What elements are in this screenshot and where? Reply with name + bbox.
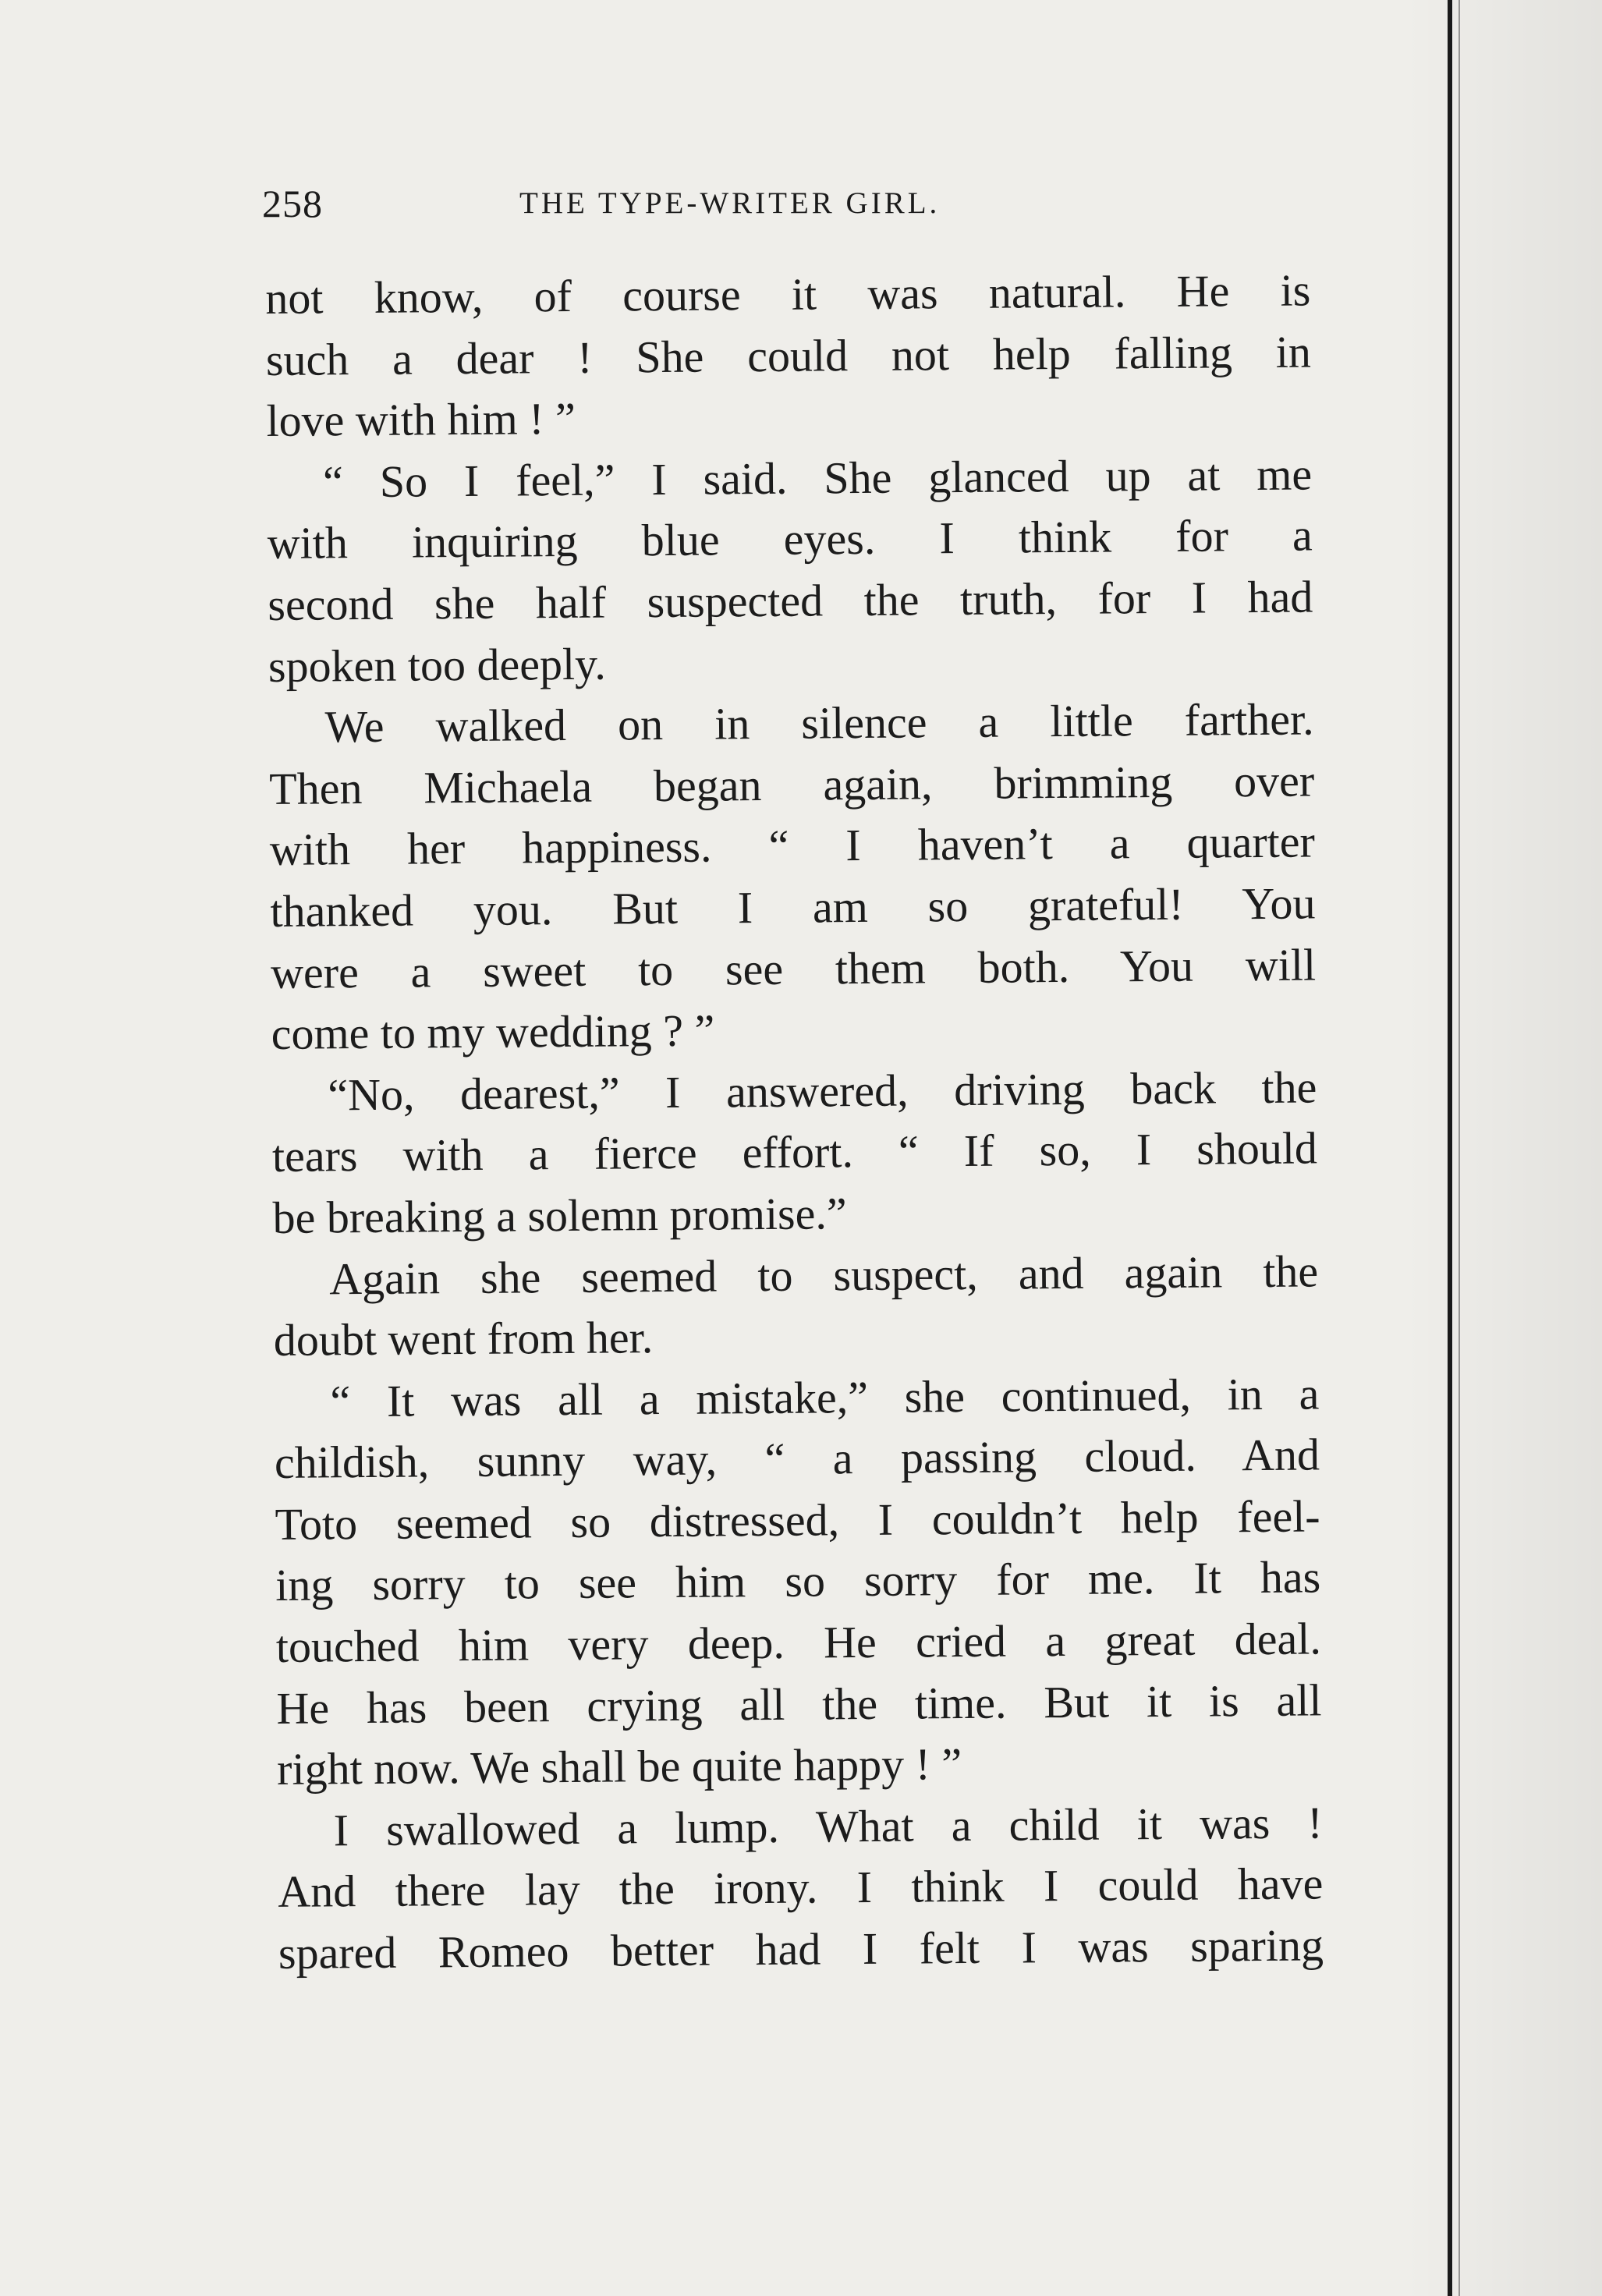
binding-edge-secondary [1458,0,1460,2296]
text-line: Then Michaela began again, brimming over [268,755,1315,814]
body-text [265,260,1324,1984]
text-line: I swallowed a lump. What a child it was ! [333,1797,1323,1856]
text-line: We walked on in silence a little farther. [324,693,1314,753]
text-line: Toto seemed so distressed, I couldn’t help feel- [275,1490,1320,1550]
text-line: Again she seemed to suspect, and again the [328,1245,1319,1304]
text-line: were a sweet to see them both. You will [270,938,1317,998]
text-line: second she half suspected the truth, for I had [268,571,1313,630]
book-title: THE TYPE-WRITER GIRL. [519,186,941,220]
text-line: love with him ! ” [266,393,576,447]
text-line: thanked you. But I am so grateful! You [270,877,1316,937]
text-line: ing sorry to see him so sorry for me. It has [275,1551,1321,1611]
binding-edge [1448,0,1452,2296]
text-line: “ So I feel,” I said. She glanced up at me [322,448,1313,508]
text-line: “ It was all a mistake,” she continued, in a [330,1368,1320,1427]
text-line: tears with a fierce effort. “ If so, I should [271,1122,1318,1182]
page-number: 258 [262,182,323,225]
text-line: right now. We shall be quite happy ! ” [276,1738,962,1795]
text-line: such a dear ! She could not help falling in [265,326,1312,385]
text-line: touched him very deep. He cried a great deal. [275,1613,1322,1673]
text-line: come to my wedding ? ” [271,1004,715,1060]
text-line: spared Romeo better had I felt I was sparing [278,1919,1324,1979]
text-line: with inquiring blue eyes. I think for a [267,509,1313,569]
gutter-shadow [1404,0,1602,2296]
text-line: childish, sunny way, “ a passing cloud. And [274,1429,1320,1489]
running-head [262,181,1276,236]
text-line: not know, of course it was natural. He is [265,264,1311,324]
text-line: And there lay the irony. I think I could have [278,1858,1324,1918]
text-line: with her happiness. “ I haven’t a quarter [269,816,1316,876]
text-line: spoken too deeply. [268,638,607,692]
text-line: be breaking a solemn promise.” [272,1188,847,1243]
text-line: “No, dearest,” I answered, driving back the [328,1061,1317,1121]
text-line: doubt went from her. [273,1312,654,1366]
text-line: He has been crying all the time. But it is all [276,1674,1322,1734]
